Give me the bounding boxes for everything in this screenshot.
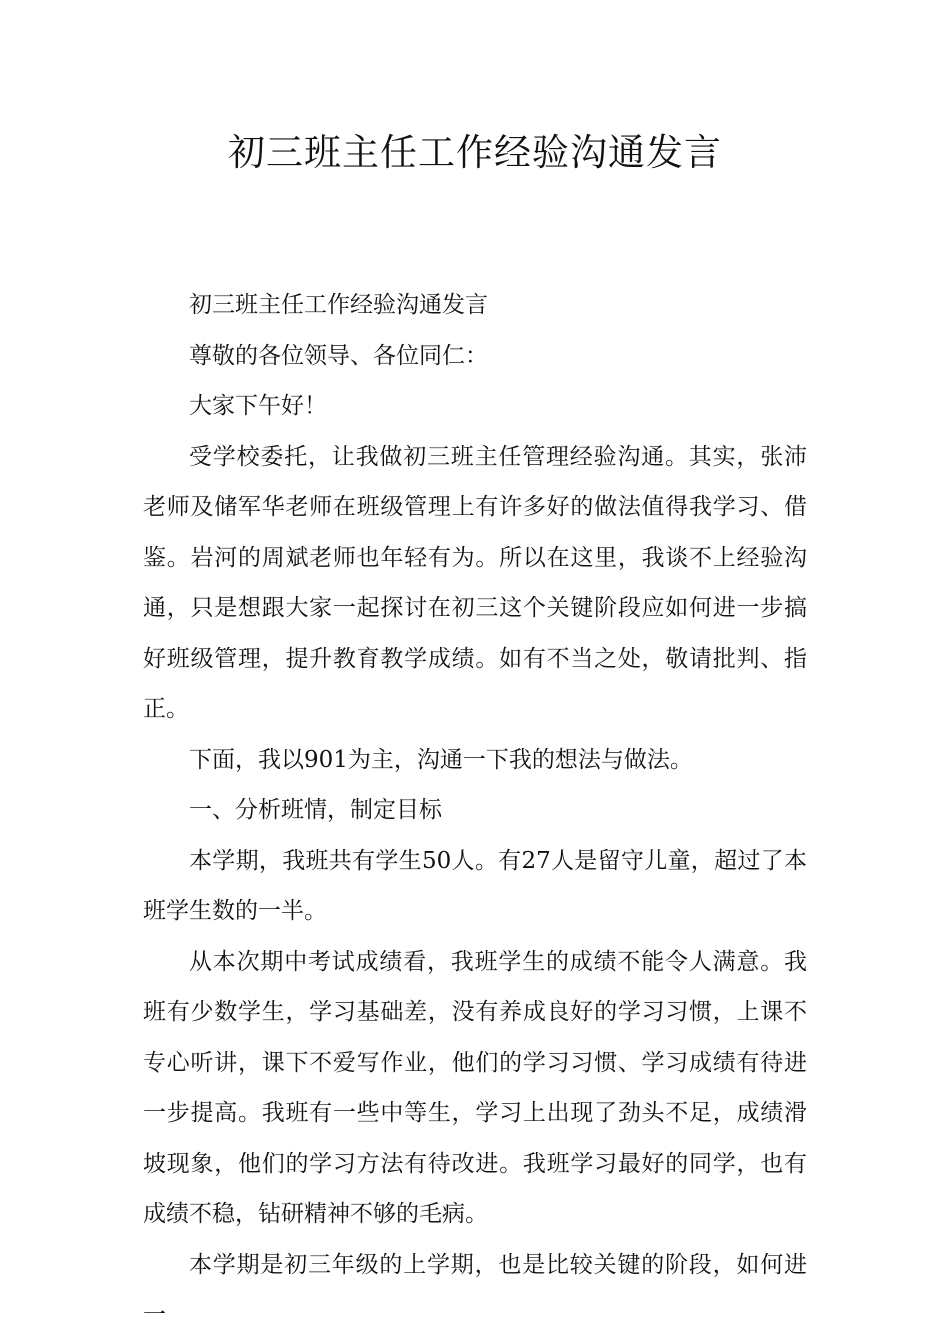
document-body bbox=[143, 280, 807, 1341]
paragraph-salutation: 尊敬的各位领导、各位同仁： bbox=[189, 342, 488, 369]
paragraph-greeting: 大家下午好！ bbox=[189, 393, 327, 419]
paragraph-exam-analysis: 从本次期中考试成绩看，我班学生的成绩不能令人满意。我班有少数学生，学习基础差，没有养成良好的学习习惯，上课不专心听讲，课下不爱写作业，他们的学习习惯、学习成绩有待进一步提高。我班有一些中等生，学习上出现了劲头不足，成绩滑坡现象，他们的学习方法有待改进。我班学习最好的同学，也有成绩不稳，钻研精神不够的毛病。 bbox=[143, 948, 807, 1227]
paragraph-semester: 本学期是初三年级的上学期，也是比较关键的阶段，如何进一 bbox=[143, 1251, 807, 1328]
paragraph-subtitle: 初三班主任工作经验沟通发言 bbox=[189, 292, 488, 318]
document-title: 初三班主任工作经验沟通发言 bbox=[228, 131, 722, 174]
section-heading-1: 一、分析班情，制定目标 bbox=[189, 797, 442, 823]
paragraph-class-size: 本学期，我班共有学生50人。有27人是留守儿童，超过了本班学生数的一半。 bbox=[143, 847, 807, 924]
paragraph-overview: 下面，我以901为主，沟通一下我的想法与做法。 bbox=[189, 746, 693, 773]
paragraph-introduction: 受学校委托，让我做初三班主任管理经验沟通。其实，张沛老师及储军华老师在班级管理上有许多好的做法值得我学习、借鉴。岩河的周斌老师也年轻有为。所以在这里，我谈不上经验沟通，只是想跟大家一起探讨在初三这个关键阶段应如何进一步搞好班级管理，提升教育教学成绩。如有不当之处，敬请批判、指正。 bbox=[143, 443, 807, 722]
